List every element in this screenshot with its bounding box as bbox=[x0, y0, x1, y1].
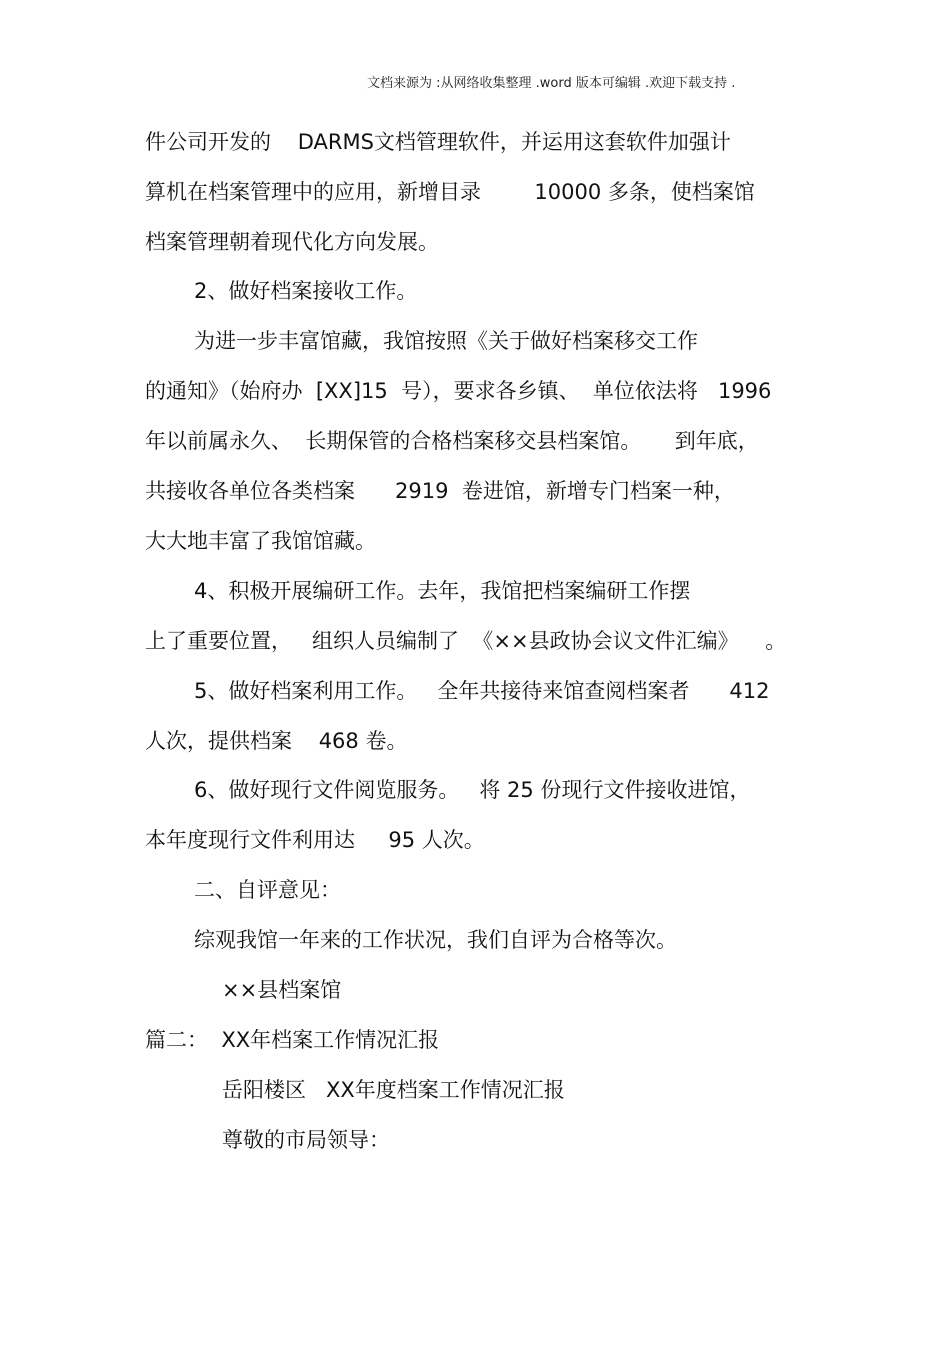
body-line: 算机在档案管理中的应用，新增目录 10000 多条，使档案馆 bbox=[145, 180, 755, 204]
body-line: 年以前属永久、 长期保管的合格档案移交县档案馆。 到年底， bbox=[145, 429, 759, 453]
body-line: 上了重要位置， 组织人员编制了 《××县政协会议文件汇编》 。 bbox=[145, 629, 787, 653]
body-line: 的通知》（始府办 [XX]15 号），要求各乡镇、 单位依法将 1996 bbox=[145, 379, 772, 403]
signature-line: ××县档案馆 bbox=[222, 978, 342, 1002]
section-heading: 2、做好档案接收工作。 bbox=[194, 279, 418, 303]
body-line: 件公司开发的 DARMS文档管理软件，并运用这套软件加强计 bbox=[145, 130, 731, 154]
body-line: 为进一步丰富馆藏，我馆按照《关于做好档案移交工作 bbox=[194, 329, 698, 353]
report-title: 岳阳楼区 XX年度档案工作情况汇报 bbox=[222, 1078, 565, 1102]
body-line: 大大地丰富了我馆馆藏。 bbox=[145, 529, 376, 553]
salutation: 尊敬的市局领导： bbox=[222, 1128, 390, 1152]
body-line: 综观我馆一年来的工作状况，我们自评为合格等次。 bbox=[194, 928, 677, 952]
body-line: 本年度现行文件利用达 95 人次。 bbox=[145, 828, 485, 852]
source-note: 文档来源为 :从网络收集整理 .word 版本可编辑 .欢迎下载支持 . bbox=[367, 76, 736, 91]
part-heading: 篇二： XX年档案工作情况汇报 bbox=[145, 1028, 440, 1052]
body-line: 档案管理朝着现代化方向发展。 bbox=[145, 230, 439, 254]
section-heading: 二、自评意见： bbox=[194, 878, 341, 902]
body-line: 共接收各单位各类档案 2919 卷进馆，新增专门档案一种， bbox=[145, 479, 735, 503]
body-line: 4、积极开展编研工作。去年，我馆把档案编研工作摆 bbox=[194, 579, 691, 603]
body-line: 5、做好档案利用工作。 全年共接待来馆查阅档案者 412 bbox=[194, 679, 770, 703]
body-line: 人次，提供档案 468 卷。 bbox=[145, 729, 408, 753]
body-line: 6、做好现行文件阅览服务。 将 25 份现行文件接收进馆， bbox=[194, 778, 751, 802]
